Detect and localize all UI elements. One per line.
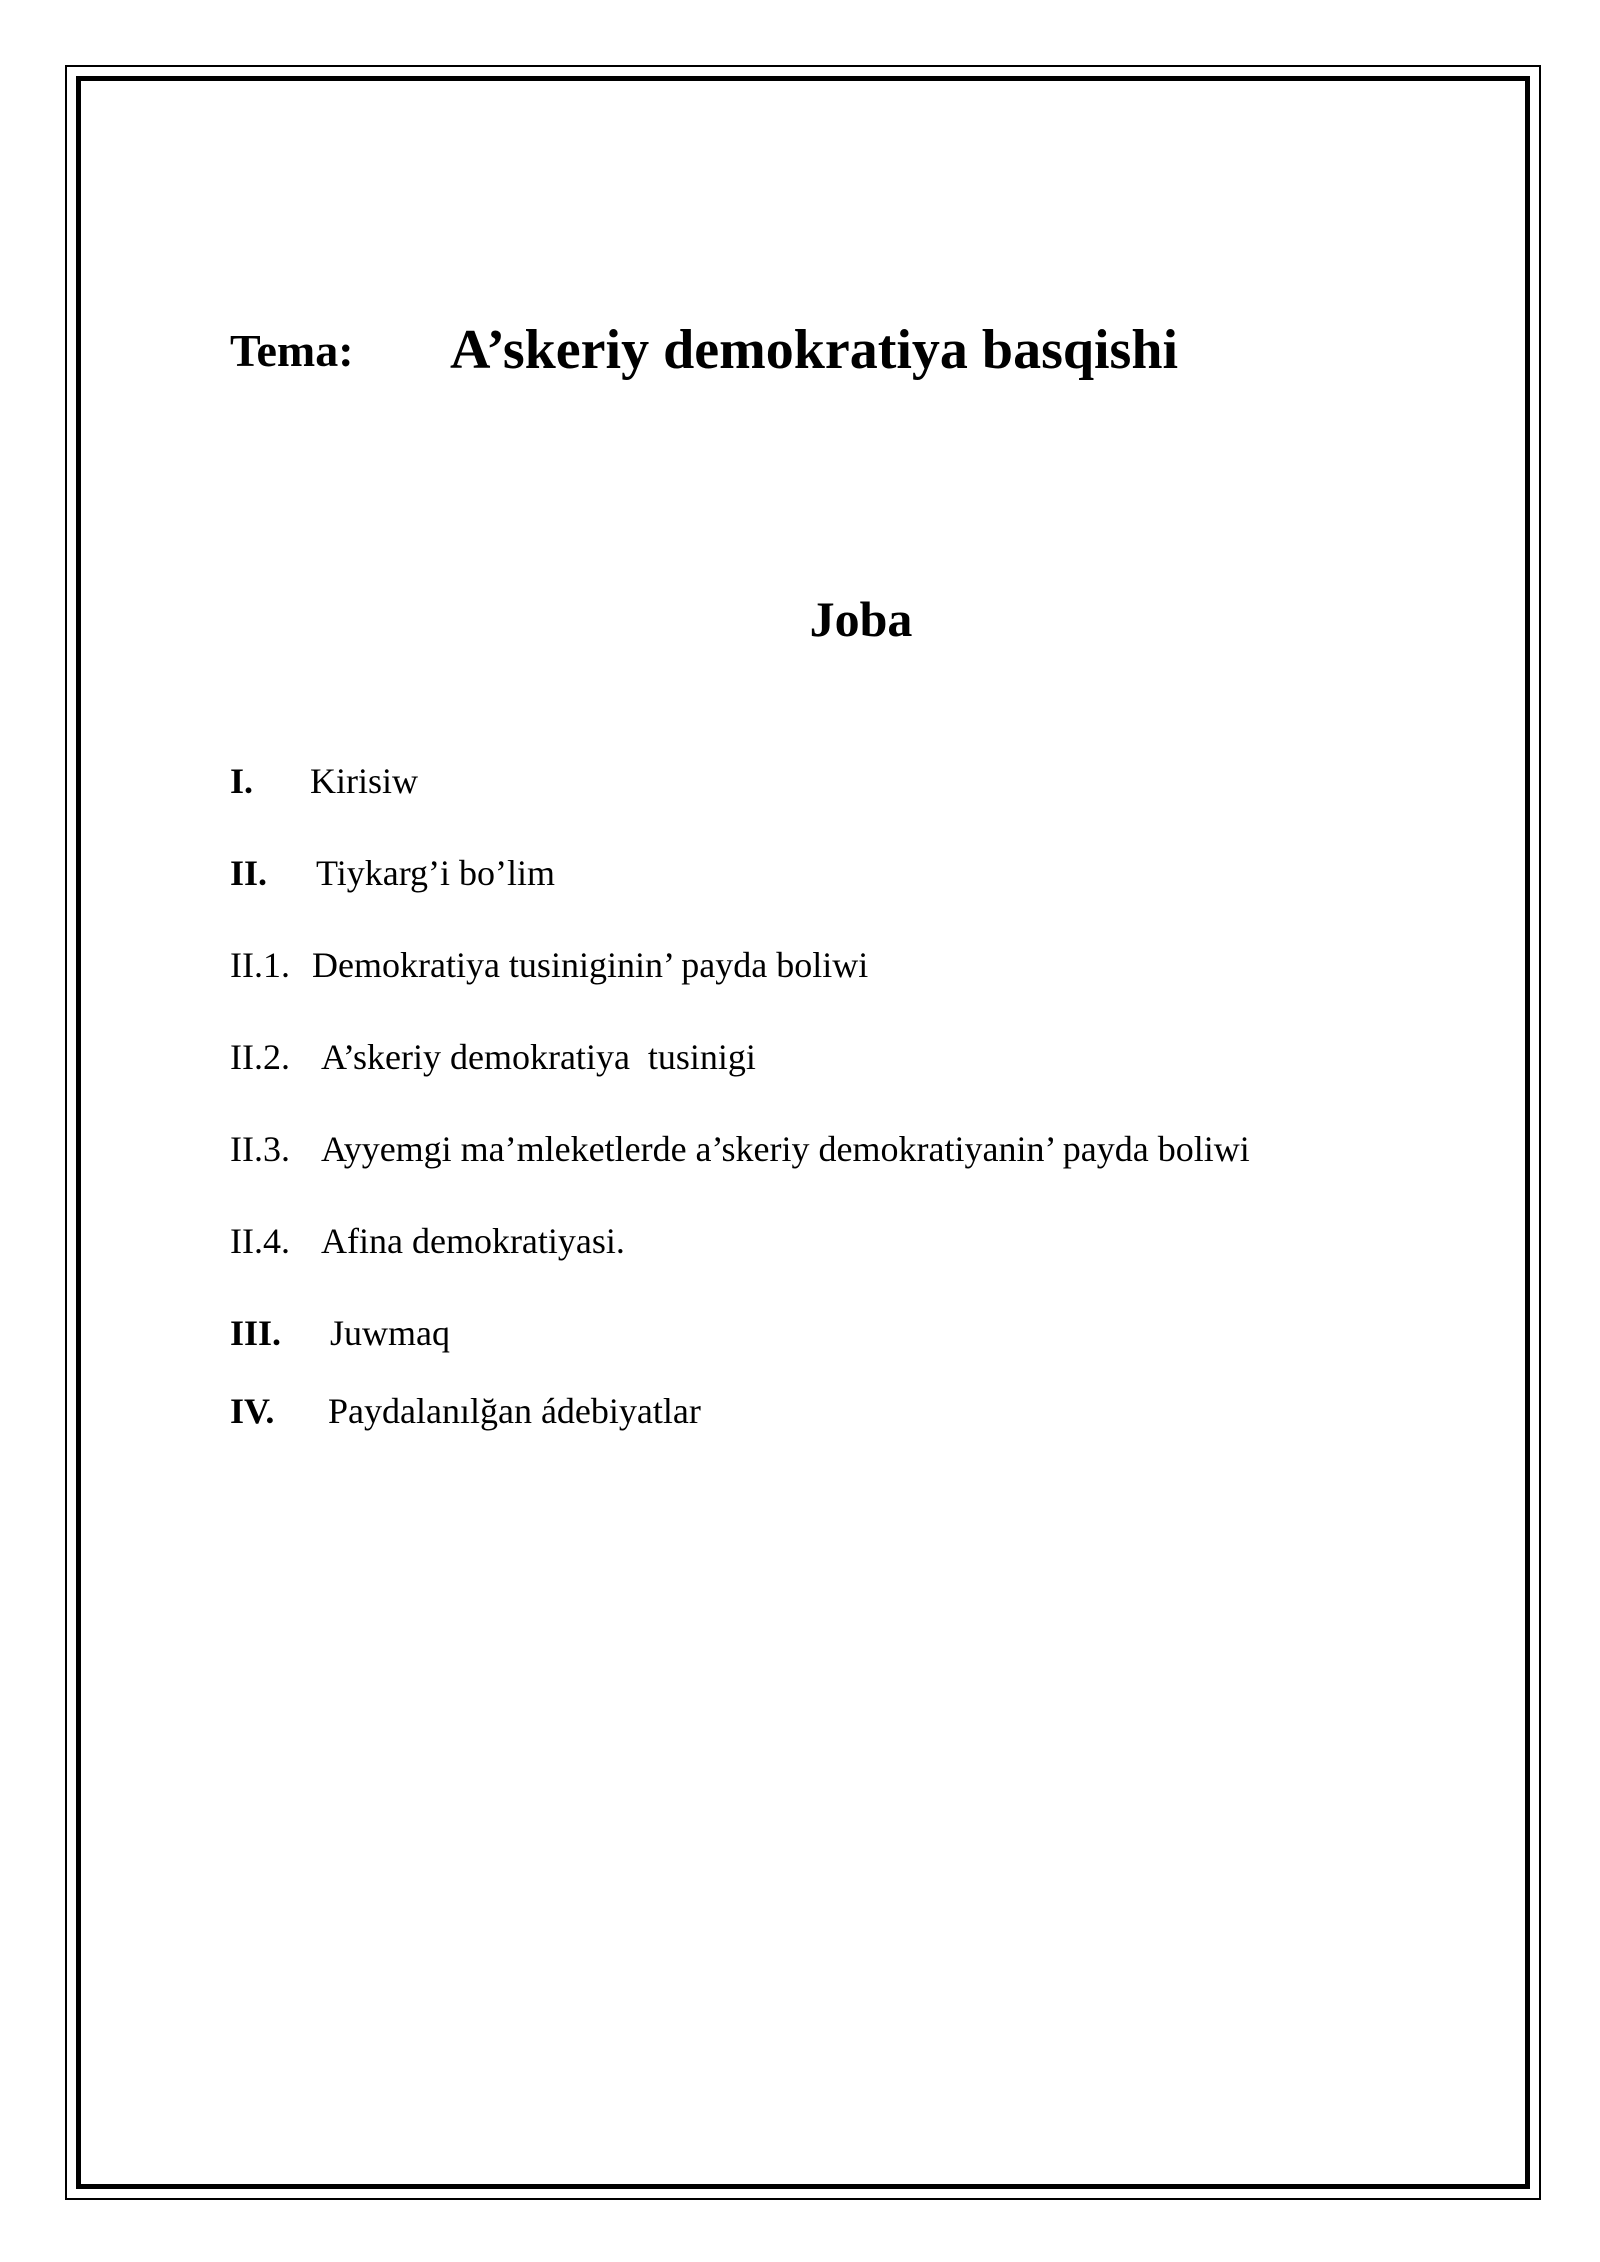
plan-item-text: Demokratiya tusiniginin’ payda boliwi — [312, 945, 869, 985]
plan-item-number: II.1. — [230, 945, 290, 985]
plan-item-8 — [230, 1393, 701, 1429]
plan-item-text: Paydalanılğan ádebiyatlar — [328, 1391, 701, 1431]
plan-item-text: Juwmaq — [330, 1313, 450, 1353]
plan-item-2 — [230, 855, 555, 891]
plan-item-number: II.3. — [230, 1129, 290, 1169]
plan-item-number: IV. — [230, 1391, 275, 1431]
plan-item-number: I. — [230, 761, 254, 801]
plan-item-text: Ayyemgi ma’mleketlerde a’skeriy demokratiyanin’ payda boliwi — [321, 1129, 1250, 1169]
plan-item-4 — [230, 1039, 756, 1075]
plan-item-number: II. — [230, 853, 268, 893]
document-title: A’skeriy demokratiya basqishi — [450, 319, 1179, 381]
plan-item-number: II.2. — [230, 1037, 290, 1077]
plan-item-text: Kirisiw — [310, 761, 418, 801]
plan-item-number: II.4. — [230, 1221, 290, 1261]
tema-label: Tema: — [230, 325, 354, 376]
plan-item-5 — [230, 1131, 1250, 1167]
plan-item-text: Afina demokratiyasi. — [321, 1221, 625, 1261]
plan-item-6 — [230, 1223, 625, 1259]
plan-item-1 — [230, 763, 418, 799]
plan-item-7 — [230, 1315, 450, 1351]
plan-item-3 — [230, 947, 868, 983]
plan-heading: Joba — [809, 591, 913, 647]
plan-item-text: Tiykarg’i bo’lim — [316, 853, 556, 893]
plan-item-text: A’skeriy demokratiya tusinigi — [321, 1037, 756, 1077]
plan-item-number: III. — [230, 1313, 282, 1353]
